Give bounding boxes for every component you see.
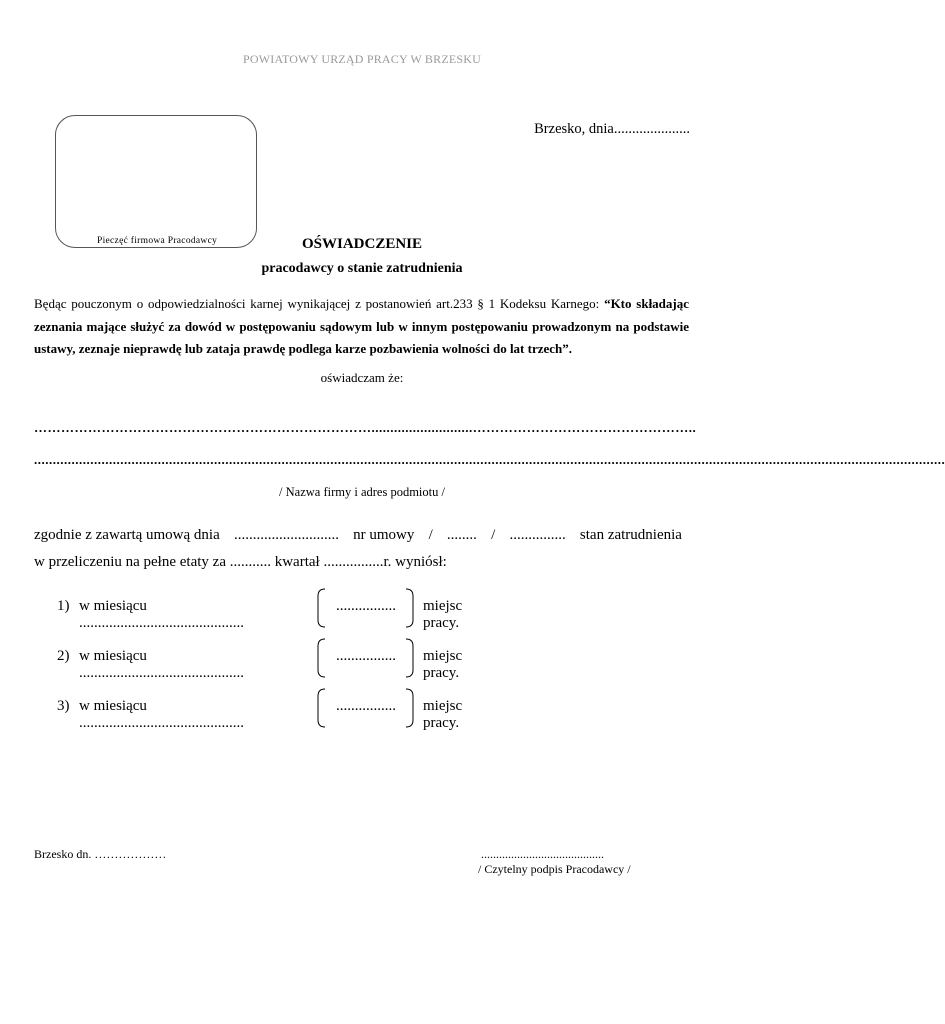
right-brace-icon bbox=[404, 688, 416, 728]
left-brace-icon bbox=[315, 638, 327, 678]
right-brace-icon bbox=[404, 588, 416, 628]
month-number: 1) bbox=[57, 598, 70, 614]
agreement-stan-label: stan zatrudnienia bbox=[579, 527, 682, 543]
company-stamp-box bbox=[55, 115, 257, 248]
agreement-nr-dots: ........ bbox=[446, 527, 477, 543]
agreement-nr-label: nr umowy bbox=[353, 527, 415, 543]
document-title bbox=[0, 236, 724, 253]
month-number: 3) bbox=[57, 698, 70, 714]
month-unit: miejsc pracy. bbox=[423, 698, 463, 731]
agreement-line-2: w przeliczeniu na pełne etaty za ........... kwartał ................r. wyniósł: bbox=[34, 554, 447, 570]
agreement-statement bbox=[34, 522, 682, 576]
month-number: 2) bbox=[57, 648, 70, 664]
company-name-line: …………………………………………………………………...........................………………………………………….. bbox=[34, 420, 697, 435]
notice-intro: Będąc pouczonym o odpowiedzialności karnej wynikającej z postanowień art.233 § 1 Kodeksu Karnego: bbox=[34, 296, 605, 311]
right-brace-icon bbox=[404, 638, 416, 678]
office-header: POWIATOWY URZĄD PRACY W BRZESKU bbox=[243, 52, 481, 66]
month-unit: miejsc pracy. bbox=[423, 648, 463, 681]
month-label: w miesiącu ............................................ bbox=[79, 598, 244, 631]
legal-notice bbox=[34, 293, 689, 361]
place-date-field: Brzesko, dnia..................... bbox=[534, 121, 690, 137]
month-value: ................ bbox=[336, 698, 396, 714]
agreement-slash-1: / bbox=[428, 527, 433, 543]
month-label: w miesiącu ............................................ bbox=[79, 698, 244, 731]
month-value: ................ bbox=[336, 648, 396, 664]
agreement-intro: zgodnie z zawartą umową dnia bbox=[34, 527, 220, 543]
agreement-slash-2: / bbox=[491, 527, 496, 543]
title-text: OŚWIADCZENIE bbox=[301, 236, 423, 252]
signature-caption: / Czytelny podpis Pracodawcy / bbox=[478, 862, 631, 876]
signature-place-date: Brzesko dn. ……………… bbox=[34, 847, 167, 861]
agreement-date-dots: ............................ bbox=[233, 527, 339, 543]
declare-text: oświadczam że: bbox=[320, 370, 404, 385]
month-unit: miejsc pracy. bbox=[423, 598, 463, 631]
month-label: w miesiącu ............................................ bbox=[79, 648, 244, 681]
notice-quote: “Kto składając zeznania mające służyć za dowód w postępowaniu sądowym lub w innym postępowaniu prowadzonym na podstawie ustawy, zeznaje nieprawdę lub zataja prawdę podlega karze pozbawienia wolności do lat trzech”. bbox=[34, 296, 690, 356]
left-brace-icon bbox=[315, 688, 327, 728]
signature-line: ......................................... bbox=[481, 847, 604, 861]
agreement-year-dots: ............... bbox=[509, 527, 566, 543]
month-value: ................ bbox=[336, 598, 396, 614]
company-address-line: ................................................................................................................................................................................................................................................... bbox=[34, 452, 945, 467]
agreement-row bbox=[34, 522, 682, 549]
document-subtitle: pracodawcy o stanie zatrudnienia bbox=[261, 261, 463, 276]
left-brace-icon bbox=[315, 588, 327, 628]
company-caption: / Nazwa firmy i adres podmiotu / bbox=[279, 485, 445, 499]
stamp-label: Pieczęć firmowa Pracodawcy bbox=[94, 236, 220, 246]
